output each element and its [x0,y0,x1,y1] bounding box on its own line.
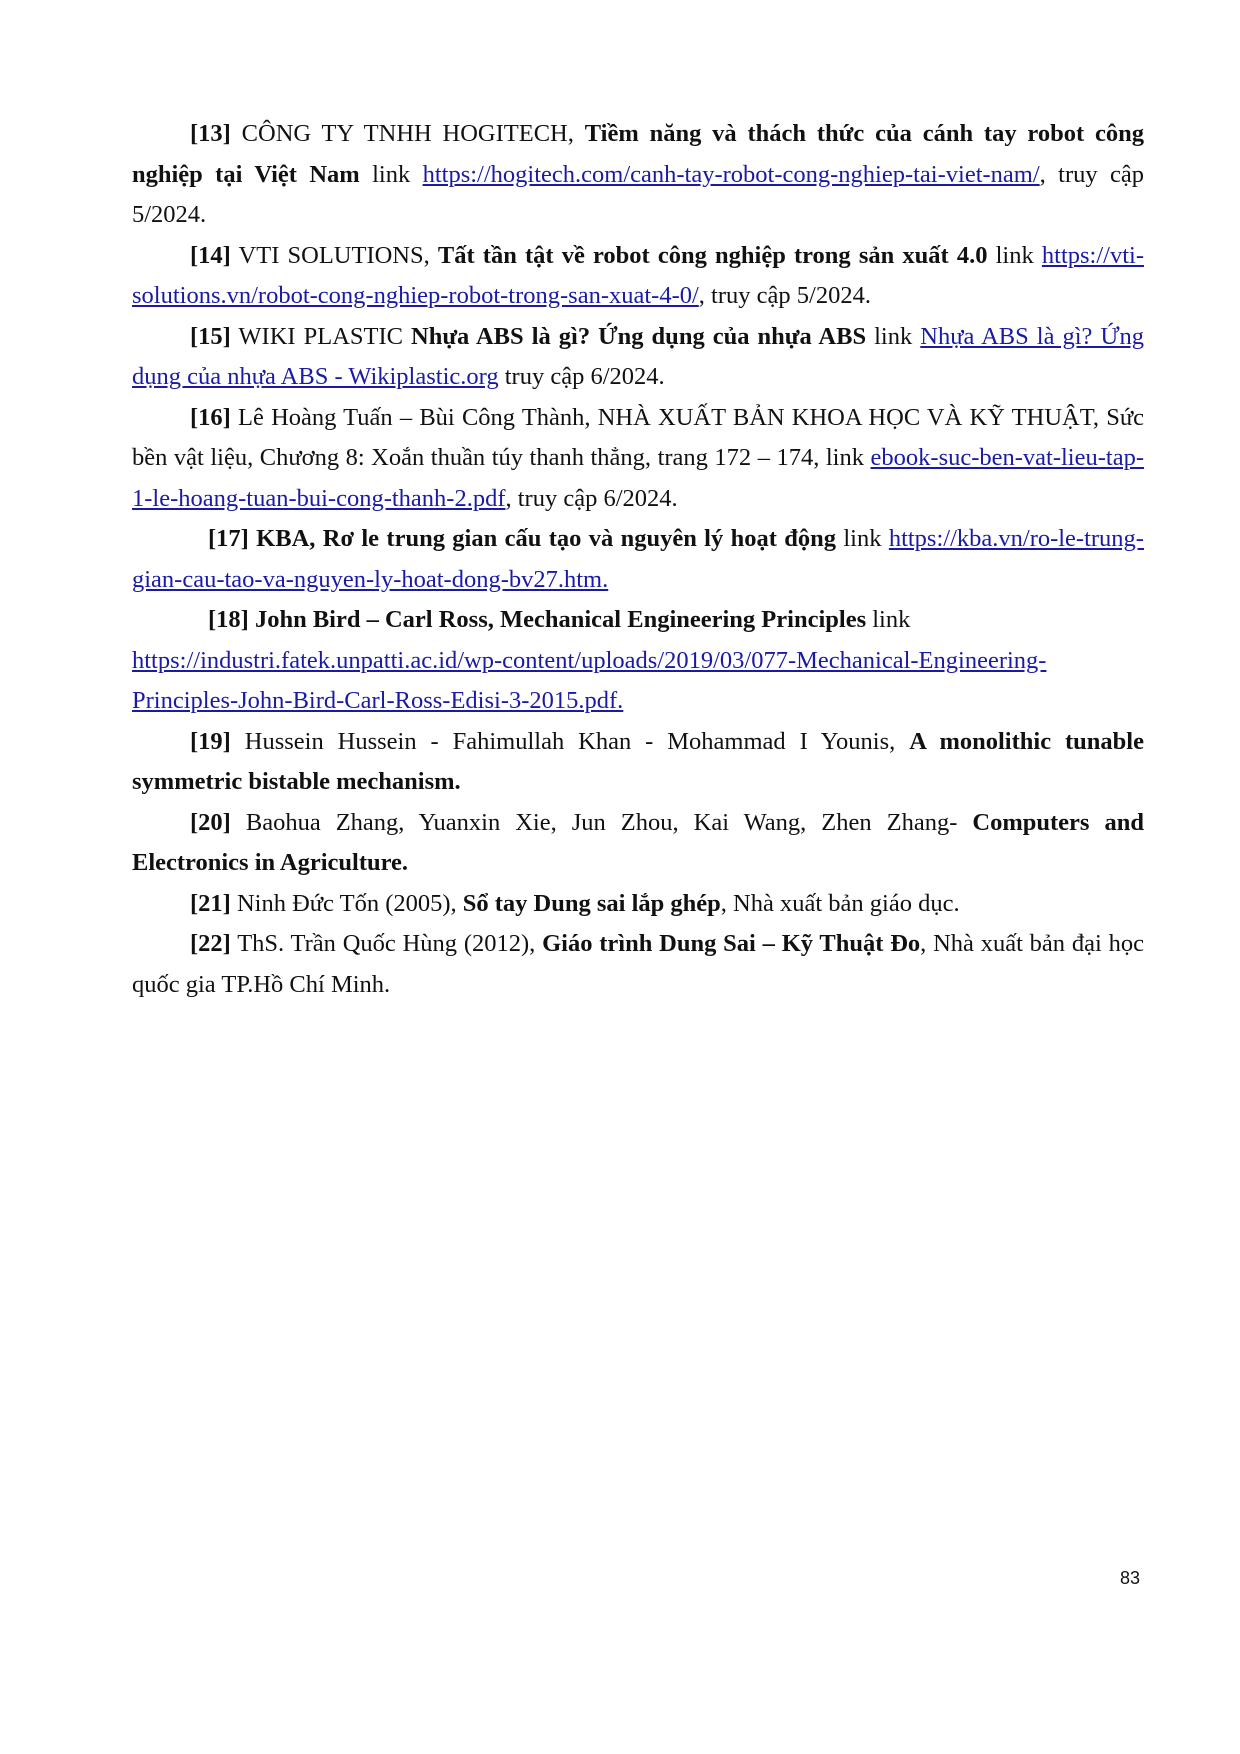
ref-link-label: link [866,322,921,350]
ref-author: Ninh Đức Tốn (2005), [230,889,463,917]
reference-13 [132,114,1144,236]
ref-title: Computers and Electronics in Agriculture. [132,808,1144,876]
ref-title: Giáo trình Dung Sai – Kỹ Thuật Đo [542,930,921,957]
ref-link[interactable]: https://industri.fatek.unpatti.ac.id/wp-content/uploads/2019/03/077-Mechanical-Engineering-Principles-John-Bird-Carl-Ross-Edisi-3-2015.pdf. [132,646,1047,714]
reference-17 [132,519,1144,600]
ref-link-label: link [987,241,1042,269]
ref-number: [17] [208,525,249,552]
ref-author: ThS. Trần Quốc Hùng (2012), [230,930,543,957]
reference-22 [132,924,1144,1005]
ref-author: WIKI PLASTIC [230,322,412,350]
ref-author: Lê Hoàng Tuấn – Bùi Công Thành, NHÀ XUẤT BẢN KHOA HỌC VÀ KỸ THUẬT, Sức bền vật liệu, Chương 8: Xoắn thuần túy thanh thẳng, trang 172 – 174, link [132,403,1144,471]
reference-21 [132,884,1144,925]
ref-number: [13] [190,120,231,147]
ref-link[interactable]: Nhựa ABS là gì? Ứng dụng của nhựa ABS - Wikiplastic.org [132,322,1144,390]
ref-access-date: , truy cập 6/2024. [505,484,678,512]
reference-16 [132,398,1144,520]
page-number: 83 [1120,1568,1141,1588]
ref-author: Hussein Hussein - Fahimullah Khan - Mohammad I Younis, [230,727,910,755]
reference-14 [132,236,1144,317]
reference-15 [132,317,1144,398]
ref-link[interactable]: https://hogitech.com/canh-tay-robot-cong-nghiep-tai-viet-nam/ [422,160,1040,188]
ref-title: A monolithic tunable symmetric bistable mechanism. [132,727,1144,795]
ref-number: [15] [190,322,231,350]
ref-number: [19] [190,727,231,755]
ref-title: Sổ tay Dung sai lắp ghép [462,889,721,917]
ref-author: CÔNG TY TNHH HOGITECH, [230,120,585,147]
ref-access-date: , truy cập 5/2024. [698,282,871,309]
ref-number: [20] [190,808,231,836]
ref-link[interactable]: https://kba.vn/ro-le-trung-gian-cau-tao-va-nguyen-ly-hoat-dong-bv27.htm. [132,525,1144,593]
ref-title: Tất tần tật về robot công nghiệp trong sản xuất 4.0 [437,241,988,269]
reference-20 [132,803,1144,884]
ref-publisher: , Nhà xuất bản giáo dục. [720,889,960,917]
ref-link-label: link [835,525,889,552]
ref-link-label: link [866,606,911,633]
ref-title: Nhựa ABS là gì? Ứng dụng của nhựa ABS [411,322,867,350]
ref-access-date: , truy cập 5/2024. [132,160,1144,228]
ref-link-label: link [359,160,423,188]
ref-number: [22] [190,930,231,957]
ref-title: John Bird – Carl Ross, Mechanical Engineering Principles [248,606,867,633]
ref-title: KBA, Rơ le trung gian cấu tạo và nguyên lý hoạt động [248,525,836,552]
ref-access-date: truy cập 6/2024. [498,363,665,390]
ref-title: Tiềm năng và thách thức của cánh tay robot công nghiệp tại Việt Nam [132,120,1144,188]
ref-number: [18] [208,606,249,633]
ref-link[interactable]: https://vti-solutions.vn/robot-cong-nghiep-robot-trong-san-xuat-4-0/ [132,241,1144,309]
ref-number: [16] [190,403,231,431]
reference-list [132,114,1144,1005]
ref-author: VTI SOLUTIONS, [230,241,438,269]
ref-author: Baohua Zhang, Yuanxin Xie, Jun Zhou, Kai Wang, Zhen Zhang- [230,808,973,836]
ref-number: [14] [190,241,231,269]
reference-19 [132,722,1144,803]
reference-18 [132,600,1144,722]
ref-number: [21] [190,889,231,917]
ref-publisher: , Nhà xuất bản đại học quốc gia TP.Hồ Chí Minh. [132,930,1144,998]
ref-link[interactable]: ebook-suc-ben-vat-lieu-tap-1-le-hoang-tuan-bui-cong-thanh-2.pdf [132,444,1144,512]
